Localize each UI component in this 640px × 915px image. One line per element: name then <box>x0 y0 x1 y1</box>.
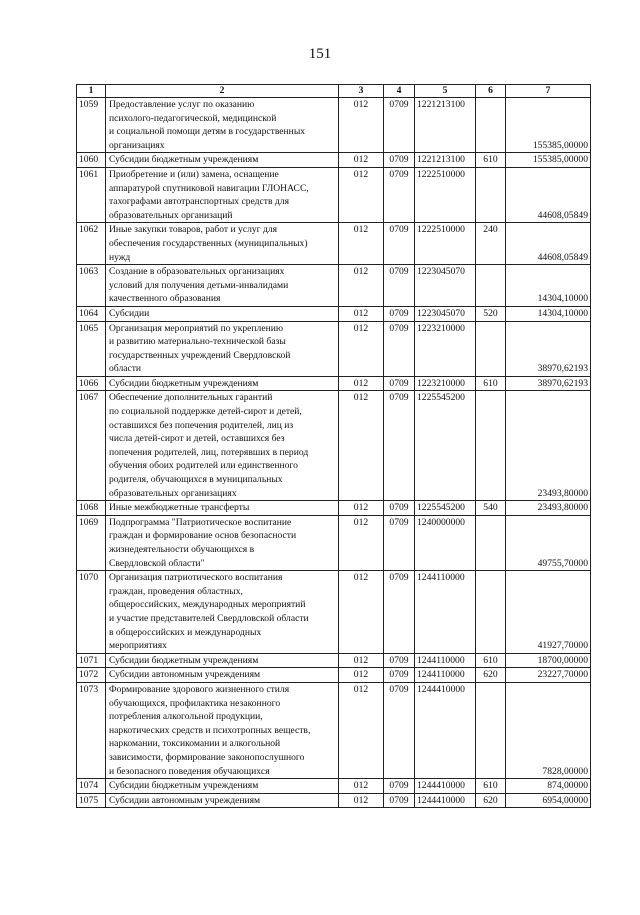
amount-cell: 23493,80000 <box>506 501 591 516</box>
amount-cell: 155385,00000 <box>506 98 591 153</box>
amount-cell: 14304,10000 <box>506 306 591 321</box>
expense-type-cell: 540 <box>476 501 506 516</box>
column-header-2: 2 <box>106 85 339 98</box>
amount-cell: 7828,00000 <box>506 682 591 778</box>
target-code-cell: 1240000000 <box>415 515 476 570</box>
column-header-5: 5 <box>415 85 476 98</box>
table-row <box>77 793 591 808</box>
target-code-cell: 1244410000 <box>415 779 476 794</box>
table-body <box>77 98 591 808</box>
column-header-3: 3 <box>339 85 384 98</box>
row-number-cell: 1064 <box>77 306 106 321</box>
amount-cell: 23493,80000 <box>506 391 591 501</box>
amount-cell: 155385,00000 <box>506 153 591 168</box>
ministry-code-cell: 012 <box>339 265 384 307</box>
section-code-cell: 0709 <box>384 223 415 265</box>
target-code-cell: 1225545200 <box>415 391 476 501</box>
table-row <box>77 515 591 570</box>
amount-cell: 41927,70000 <box>506 571 591 654</box>
target-code-cell: 1223210000 <box>415 321 476 376</box>
ministry-code-cell: 012 <box>339 376 384 391</box>
expense-type-cell <box>476 515 506 570</box>
expense-type-cell: 610 <box>476 779 506 794</box>
item-name-cell: Субсидии автономным учреждениям <box>106 793 339 808</box>
expense-type-cell <box>476 682 506 778</box>
row-number-cell: 1068 <box>77 501 106 516</box>
row-number-cell: 1065 <box>77 321 106 376</box>
column-header-4: 4 <box>384 85 415 98</box>
amount-cell: 14304,10000 <box>506 265 591 307</box>
page-number: 151 <box>308 46 332 62</box>
expense-type-cell: 610 <box>476 653 506 668</box>
column-header-1: 1 <box>77 85 106 98</box>
section-code-cell: 0709 <box>384 391 415 501</box>
section-code-cell: 0709 <box>384 321 415 376</box>
section-code-cell: 0709 <box>384 515 415 570</box>
target-code-cell: 1221213100 <box>415 98 476 153</box>
ministry-code-cell: 012 <box>339 571 384 654</box>
section-code-cell: 0709 <box>384 571 415 654</box>
item-name-cell: Организация мероприятий по укреплению и развитию материально-технической базы государственных учреждений Свердловской области <box>106 321 339 376</box>
row-number-cell: 1066 <box>77 376 106 391</box>
section-code-cell: 0709 <box>384 376 415 391</box>
section-code-cell: 0709 <box>384 167 415 222</box>
section-code-cell: 0709 <box>384 779 415 794</box>
ministry-code-cell: 012 <box>339 515 384 570</box>
ministry-code-cell: 012 <box>339 668 384 683</box>
section-code-cell: 0709 <box>384 682 415 778</box>
section-code-cell: 0709 <box>384 98 415 153</box>
ministry-code-cell: 012 <box>339 779 384 794</box>
table-row <box>77 391 591 501</box>
table-row <box>77 153 591 168</box>
expense-type-cell <box>476 98 506 153</box>
target-code-cell: 1222510000 <box>415 223 476 265</box>
expense-type-cell: 240 <box>476 223 506 265</box>
table-row <box>77 98 591 153</box>
target-code-cell: 1222510000 <box>415 167 476 222</box>
row-number-cell: 1070 <box>77 571 106 654</box>
section-code-cell: 0709 <box>384 306 415 321</box>
ministry-code-cell: 012 <box>339 391 384 501</box>
item-name-cell: Предоставление услуг по оказанию психолого-педагогической, медицинской и социальной помощи детям в государственных организациях <box>106 98 339 153</box>
row-number-cell: 1072 <box>77 668 106 683</box>
target-code-cell: 1223045070 <box>415 265 476 307</box>
amount-cell: 44608,05849 <box>506 223 591 265</box>
amount-cell: 6954,00000 <box>506 793 591 808</box>
ministry-code-cell: 012 <box>339 321 384 376</box>
table-row <box>77 265 591 307</box>
expense-type-cell: 620 <box>476 668 506 683</box>
ministry-code-cell: 012 <box>339 793 384 808</box>
section-code-cell: 0709 <box>384 153 415 168</box>
section-code-cell: 0709 <box>384 668 415 683</box>
row-number-cell: 1059 <box>77 98 106 153</box>
amount-cell: 18700,00000 <box>506 653 591 668</box>
section-code-cell: 0709 <box>384 501 415 516</box>
table-row <box>77 571 591 654</box>
target-code-cell: 1244110000 <box>415 668 476 683</box>
expense-type-cell <box>476 321 506 376</box>
row-number-cell: 1060 <box>77 153 106 168</box>
expense-type-cell: 620 <box>476 793 506 808</box>
item-name-cell: Субсидии автономным учреждениям <box>106 668 339 683</box>
ministry-code-cell: 012 <box>339 167 384 222</box>
table-row <box>77 223 591 265</box>
row-number-cell: 1063 <box>77 265 106 307</box>
item-name-cell: Организация патриотического воспитания граждан, проведения областных, общероссийских, международных мероприятий и участие представителей Свердловской области в общероссийских и международных мероприятиях <box>106 571 339 654</box>
item-name-cell: Субсидии <box>106 306 339 321</box>
table-row <box>77 779 591 794</box>
expense-type-cell: 520 <box>476 306 506 321</box>
table-row <box>77 321 591 376</box>
section-code-cell: 0709 <box>384 653 415 668</box>
target-code-cell: 1221213100 <box>415 153 476 168</box>
item-name-cell: Подпрограмма "Патриотическое воспитание граждан и формирование основ безопасности жизнедеятельности обучающихся в Свердловской области" <box>106 515 339 570</box>
row-number-cell: 1069 <box>77 515 106 570</box>
section-code-cell: 0709 <box>384 265 415 307</box>
item-name-cell: Формирование здорового жизненного стиля обучающихся, профилактика незаконного потребления алкогольной продукции, наркотических средств и психотропных веществ, наркомании, токсикомании и алкогольной зависимости, формирование законопослушного и безопасного поведения обучающихся <box>106 682 339 778</box>
target-code-cell: 1223045070 <box>415 306 476 321</box>
amount-cell: 49755,70000 <box>506 515 591 570</box>
target-code-cell: 1223210000 <box>415 376 476 391</box>
item-name-cell: Субсидии бюджетным учреждениям <box>106 376 339 391</box>
expense-type-cell <box>476 391 506 501</box>
amount-cell: 38970,62193 <box>506 321 591 376</box>
ministry-code-cell: 012 <box>339 153 384 168</box>
ministry-code-cell: 012 <box>339 653 384 668</box>
item-name-cell: Обеспечение дополнительных гарантий по социальной поддержке детей-сирот и детей, оставшихся без попечения родителей, лиц из числа детей-сирот и детей, оставшихся без попечения родителей, лиц, потерявших в период обучения обоих родителей или единственного родителя, обучающихся в муниципальных образовательных организациях <box>106 391 339 501</box>
column-header-7: 7 <box>506 85 591 98</box>
ministry-code-cell: 012 <box>339 98 384 153</box>
target-code-cell: 1244410000 <box>415 682 476 778</box>
row-number-cell: 1073 <box>77 682 106 778</box>
budget-table <box>76 84 591 808</box>
amount-cell: 38970,62193 <box>506 376 591 391</box>
item-name-cell: Субсидии бюджетным учреждениям <box>106 653 339 668</box>
row-number-cell: 1061 <box>77 167 106 222</box>
item-name-cell: Субсидии бюджетным учреждениям <box>106 153 339 168</box>
row-number-cell: 1075 <box>77 793 106 808</box>
header-row <box>77 85 591 98</box>
ministry-code-cell: 012 <box>339 682 384 778</box>
row-number-cell: 1067 <box>77 391 106 501</box>
expense-type-cell: 610 <box>476 153 506 168</box>
target-code-cell: 1244410000 <box>415 793 476 808</box>
expense-type-cell <box>476 167 506 222</box>
row-number-cell: 1062 <box>77 223 106 265</box>
target-code-cell: 1244110000 <box>415 653 476 668</box>
ministry-code-cell: 012 <box>339 223 384 265</box>
row-number-cell: 1071 <box>77 653 106 668</box>
table-row <box>77 501 591 516</box>
expense-type-cell <box>476 265 506 307</box>
table-row <box>77 653 591 668</box>
item-name-cell: Иные закупки товаров, работ и услуг для обеспечения государственных (муниципальных) нужд <box>106 223 339 265</box>
ministry-code-cell: 012 <box>339 501 384 516</box>
target-code-cell: 1244110000 <box>415 571 476 654</box>
table-row <box>77 682 591 778</box>
item-name-cell: Приобретение и (или) замена, оснащение аппаратурой спутниковой навигации ГЛОНАСС, тахографами автотранспортных средств для образовательных организаций <box>106 167 339 222</box>
amount-cell: 23227,70000 <box>506 668 591 683</box>
table-row <box>77 167 591 222</box>
amount-cell: 874,00000 <box>506 779 591 794</box>
row-number-cell: 1074 <box>77 779 106 794</box>
column-header-6: 6 <box>476 85 506 98</box>
item-name-cell: Субсидии бюджетным учреждениям <box>106 779 339 794</box>
amount-cell: 44608,05849 <box>506 167 591 222</box>
target-code-cell: 1225545200 <box>415 501 476 516</box>
expense-type-cell: 610 <box>476 376 506 391</box>
table-row <box>77 376 591 391</box>
expense-type-cell <box>476 571 506 654</box>
table-row <box>77 668 591 683</box>
item-name-cell: Создание в образовательных организациях условий для получения детьми-инвалидами качественного образования <box>106 265 339 307</box>
item-name-cell: Иные межбюджетные трансферты <box>106 501 339 516</box>
section-code-cell: 0709 <box>384 793 415 808</box>
table-row <box>77 306 591 321</box>
ministry-code-cell: 012 <box>339 306 384 321</box>
